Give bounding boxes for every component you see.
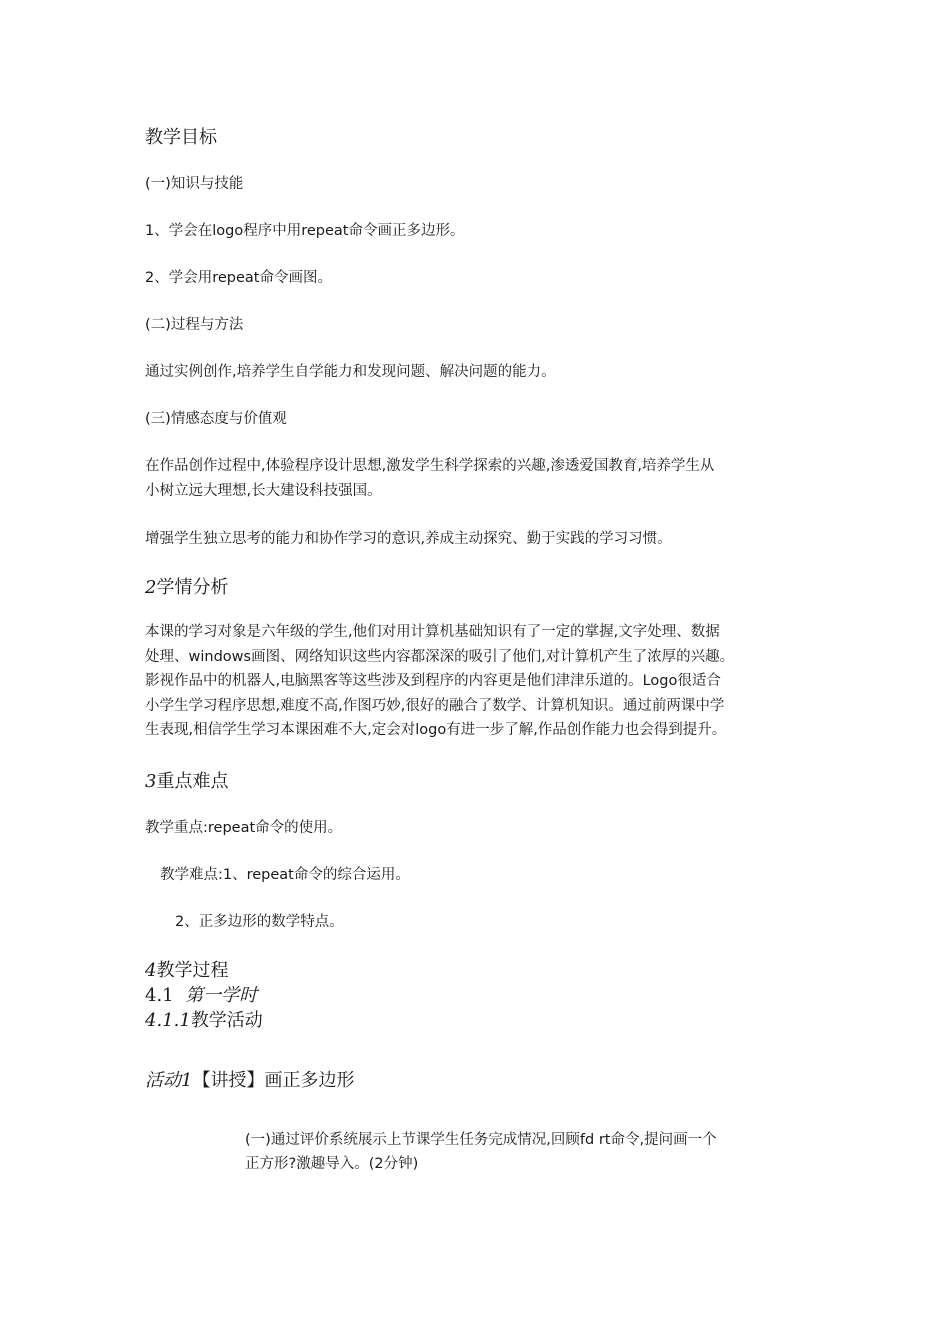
- analysis-line: 生表现,相信学生学习本课困难不大,定会对logo有进一步了解,作品创作能力也会得到提升。: [145, 722, 727, 738]
- analysis-line: 小学生学习程序思想,难度不高,作图巧妙,很好的融合了数学、计算机知识。通过前两课中学: [145, 697, 725, 714]
- difficulty-1: 教学难点:1、repeat命令的综合运用。: [160, 867, 410, 883]
- heading-number: 3: [145, 771, 157, 792]
- heading-text: 重点难点: [156, 771, 229, 792]
- heading-number: 4: [145, 960, 157, 981]
- subheading-first-lesson: [145, 984, 810, 1008]
- analysis-line: 处理、windows画图、网络知识这些内容都深深的吸引了他们,对计算机产生了浓厚的兴趣。: [145, 648, 735, 665]
- goal-item-1: 1、学会在logo程序中用repeat命令画正多边形。: [145, 223, 465, 239]
- heading-teaching-goals: 教学目标: [145, 127, 217, 148]
- subheading-attitude-values: (三)情感态度与价值观: [145, 411, 287, 427]
- goal-item-2: 2、学会用repeat命令画图。: [145, 270, 332, 286]
- key-point: 教学重点:repeat命令的使用。: [145, 820, 343, 836]
- analysis-line: 本课的学习对象是六年级的学生,他们对用计算机基础知识有了一定的掌握,文字处理、数据: [145, 624, 720, 640]
- heading-text: 教学活动: [190, 1010, 263, 1031]
- subheading-teaching-activities: [145, 1009, 810, 1033]
- activity-1-description: [245, 1128, 805, 1176]
- analysis-line: 影视作品中的机器人,电脑黑客等这些涉及到程序的内容更是他们津津乐道的。Logo很适合: [145, 673, 721, 689]
- attitude-line: 在作品创作过程中,体验程序设计思想,激发学生科学探索的兴趣,渗透爱国教育,培养学生从: [145, 458, 715, 474]
- method-paragraph: 通过实例创作,培养学生自学能力和发现问题、解决问题的能力。: [145, 364, 556, 380]
- activity-line: (一)通过评价系统展示上节课学生任务完成情况,回顾fd rt命令,提问画一个: [245, 1132, 717, 1148]
- heading-student-analysis: [145, 576, 810, 600]
- activity-title: 画正多边形: [264, 1070, 355, 1091]
- heading-number: 4.1.1: [145, 1010, 191, 1031]
- attitude-line: 小树立远大理想,长大建设科技强国。: [145, 482, 382, 499]
- activity-tag: 【讲授】: [192, 1070, 265, 1091]
- subheading-process-method: (二)过程与方法: [145, 317, 244, 333]
- attitude-paragraph-2: 增强学生独立思考的能力和协作学习的意识,养成主动探究、勤于实践的学习习惯。: [145, 531, 672, 547]
- difficulty-2: 2、正多边形的数学特点。: [175, 914, 344, 930]
- heading-number: 4.1: [145, 985, 174, 1006]
- heading-text: 教学过程: [156, 960, 229, 981]
- heading-key-difficulties: [145, 770, 810, 794]
- heading-activity-1: [145, 1069, 810, 1093]
- heading-teaching-process: [145, 959, 810, 983]
- activity-label: 活动1: [145, 1070, 193, 1091]
- attitude-paragraph: [145, 454, 810, 503]
- activity-line: 正方形?激趣导入。(2分钟): [245, 1156, 419, 1172]
- heading-number: 2: [145, 577, 157, 598]
- student-analysis-paragraph: [145, 620, 810, 743]
- heading-text: 第一学时: [185, 985, 258, 1006]
- heading-text: 学情分析: [156, 577, 229, 598]
- subheading-knowledge-skills: (一)知识与技能: [145, 176, 244, 192]
